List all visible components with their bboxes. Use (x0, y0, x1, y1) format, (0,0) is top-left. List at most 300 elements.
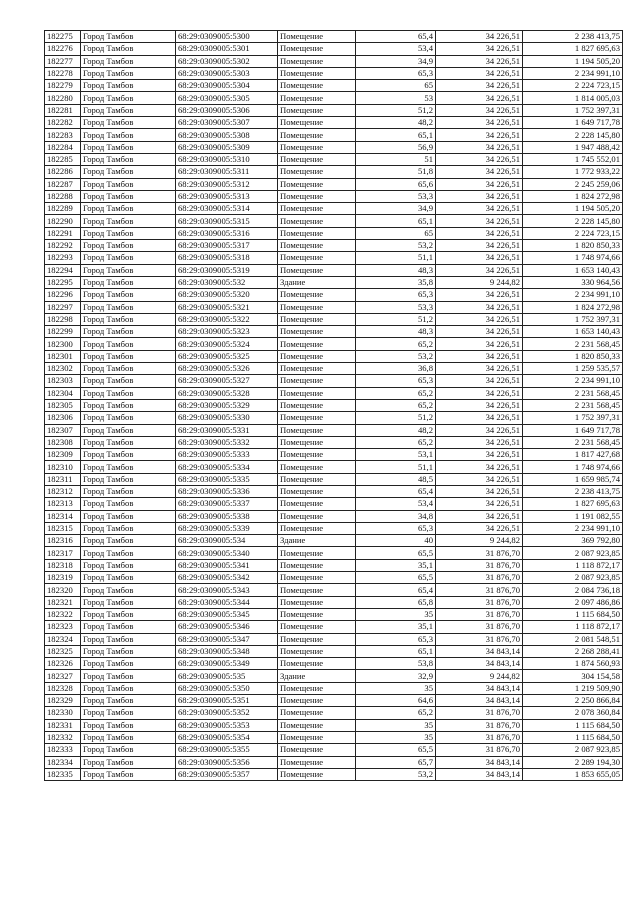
object-type-cell: Помещение (278, 43, 356, 55)
table-row (45, 276, 623, 288)
cadastral-number-cell: 68:29:0309005:5300 (176, 31, 278, 43)
object-type-cell: Помещение (278, 227, 356, 239)
row-number-cell: 182327 (45, 670, 81, 682)
cadastral-number-cell: 68:29:0309005:5309 (176, 141, 278, 153)
table-row (45, 141, 623, 153)
cadastral-number-cell: 68:29:0309005:5348 (176, 645, 278, 657)
area-cell: 51 (356, 153, 436, 165)
city-cell: Город Тамбов (81, 350, 176, 362)
table-row (45, 375, 623, 387)
unit-value-cell: 34 226,51 (436, 264, 523, 276)
unit-value-cell: 34 226,51 (436, 104, 523, 116)
table-row (45, 153, 623, 165)
unit-value-cell: 34 226,51 (436, 178, 523, 190)
area-cell: 40 (356, 535, 436, 547)
city-cell: Город Тамбов (81, 535, 176, 547)
table-row (45, 707, 623, 719)
row-number-cell: 182325 (45, 645, 81, 657)
row-number-cell: 182324 (45, 633, 81, 645)
unit-value-cell: 34 226,51 (436, 473, 523, 485)
row-number-cell: 182326 (45, 658, 81, 670)
object-type-cell: Помещение (278, 203, 356, 215)
city-cell: Город Тамбов (81, 608, 176, 620)
cadastral-number-cell: 68:29:0309005:5337 (176, 498, 278, 510)
unit-value-cell: 34 226,51 (436, 55, 523, 67)
row-number-cell: 182295 (45, 276, 81, 288)
cadastral-value-cell: 1 259 535,57 (523, 363, 623, 375)
row-number-cell: 182291 (45, 227, 81, 239)
cadastral-number-cell: 68:29:0309005:5330 (176, 412, 278, 424)
cadastral-value-cell: 2 234 991,10 (523, 375, 623, 387)
row-number-cell: 182289 (45, 203, 81, 215)
cadastral-value-cell: 1 649 717,78 (523, 117, 623, 129)
city-cell: Город Тамбов (81, 559, 176, 571)
cadastral-number-cell: 68:29:0309005:5345 (176, 608, 278, 620)
table-row (45, 80, 623, 92)
city-cell: Город Тамбов (81, 731, 176, 743)
cadastral-value-cell: 1 772 933,22 (523, 166, 623, 178)
city-cell: Город Тамбов (81, 264, 176, 276)
row-number-cell: 182320 (45, 584, 81, 596)
object-type-cell: Помещение (278, 596, 356, 608)
city-cell: Город Тамбов (81, 326, 176, 338)
area-cell: 34,8 (356, 510, 436, 522)
object-type-cell: Помещение (278, 633, 356, 645)
cadastral-value-cell: 2 238 413,75 (523, 485, 623, 497)
cadastral-number-cell: 68:29:0309005:5324 (176, 338, 278, 350)
cadastral-value-cell: 1 752 397,31 (523, 313, 623, 325)
cadastral-number-cell: 68:29:0309005:5344 (176, 596, 278, 608)
table-row (45, 744, 623, 756)
cadastral-value-cell: 1 118 872,17 (523, 621, 623, 633)
cadastral-number-cell: 68:29:0309005:5318 (176, 252, 278, 264)
area-cell: 53,2 (356, 350, 436, 362)
unit-value-cell: 9 244,82 (436, 535, 523, 547)
unit-value-cell: 34 226,51 (436, 252, 523, 264)
city-cell: Город Тамбов (81, 658, 176, 670)
cadastral-number-cell: 68:29:0309005:5326 (176, 363, 278, 375)
area-cell: 35 (356, 682, 436, 694)
unit-value-cell: 34 226,51 (436, 449, 523, 461)
area-cell: 53,1 (356, 449, 436, 461)
area-cell: 53,8 (356, 658, 436, 670)
cadastral-value-cell: 1 115 684,50 (523, 731, 623, 743)
area-cell: 56,9 (356, 141, 436, 153)
unit-value-cell: 34 226,51 (436, 326, 523, 338)
row-number-cell: 182314 (45, 510, 81, 522)
cadastral-number-cell: 68:29:0309005:5325 (176, 350, 278, 362)
object-type-cell: Помещение (278, 350, 356, 362)
row-number-cell: 182278 (45, 67, 81, 79)
city-cell: Город Тамбов (81, 301, 176, 313)
cadastral-value-cell: 1 752 397,31 (523, 412, 623, 424)
cadastral-value-cell: 1 853 655,05 (523, 768, 623, 780)
unit-value-cell: 31 876,70 (436, 584, 523, 596)
table-row (45, 485, 623, 497)
city-cell: Город Тамбов (81, 670, 176, 682)
city-cell: Город Тамбов (81, 67, 176, 79)
city-cell: Город Тамбов (81, 338, 176, 350)
unit-value-cell: 34 226,51 (436, 399, 523, 411)
object-type-cell: Помещение (278, 190, 356, 202)
cadastral-value-cell: 2 081 548,51 (523, 633, 623, 645)
table-row (45, 608, 623, 620)
object-type-cell: Помещение (278, 719, 356, 731)
object-type-cell: Помещение (278, 436, 356, 448)
unit-value-cell: 34 843,14 (436, 682, 523, 694)
unit-value-cell: 31 876,70 (436, 547, 523, 559)
cadastral-value-cell: 1 115 684,50 (523, 719, 623, 731)
unit-value-cell: 34 226,51 (436, 117, 523, 129)
city-cell: Город Тамбов (81, 117, 176, 129)
area-cell: 65,8 (356, 596, 436, 608)
city-cell: Город Тамбов (81, 240, 176, 252)
row-number-cell: 182308 (45, 436, 81, 448)
cadastral-value-cell: 2 228 145,80 (523, 215, 623, 227)
row-number-cell: 182290 (45, 215, 81, 227)
row-number-cell: 182307 (45, 424, 81, 436)
unit-value-cell: 34 226,51 (436, 350, 523, 362)
unit-value-cell: 34 226,51 (436, 338, 523, 350)
cadastral-number-cell: 68:29:0309005:5311 (176, 166, 278, 178)
cadastral-number-cell: 68:29:0309005:532 (176, 276, 278, 288)
city-cell: Город Тамбов (81, 485, 176, 497)
area-cell: 65,7 (356, 756, 436, 768)
city-cell: Город Тамбов (81, 92, 176, 104)
object-type-cell: Помещение (278, 178, 356, 190)
row-number-cell: 182317 (45, 547, 81, 559)
table-row (45, 621, 623, 633)
area-cell: 65,4 (356, 485, 436, 497)
unit-value-cell: 34 226,51 (436, 166, 523, 178)
table-row (45, 522, 623, 534)
area-cell: 65,4 (356, 31, 436, 43)
cadastral-number-cell: 68:29:0309005:5339 (176, 522, 278, 534)
cadastral-number-cell: 68:29:0309005:5334 (176, 461, 278, 473)
table-row (45, 461, 623, 473)
cadastral-number-cell: 68:29:0309005:5347 (176, 633, 278, 645)
area-cell: 48,2 (356, 424, 436, 436)
cadastral-value-cell: 2 231 568,45 (523, 338, 623, 350)
city-cell: Город Тамбов (81, 178, 176, 190)
cadastral-number-cell: 68:29:0309005:5307 (176, 117, 278, 129)
object-type-cell: Помещение (278, 756, 356, 768)
unit-value-cell: 34 226,51 (436, 80, 523, 92)
row-number-cell: 182279 (45, 80, 81, 92)
area-cell: 65,2 (356, 707, 436, 719)
area-cell: 35,1 (356, 559, 436, 571)
unit-value-cell: 34 226,51 (436, 510, 523, 522)
cadastral-number-cell: 68:29:0309005:5342 (176, 572, 278, 584)
cadastral-value-cell: 1 947 488,42 (523, 141, 623, 153)
cadastral-number-cell: 68:29:0309005:5346 (176, 621, 278, 633)
table-row (45, 412, 623, 424)
area-cell: 34,9 (356, 55, 436, 67)
document-page (44, 30, 622, 781)
city-cell: Город Тамбов (81, 572, 176, 584)
unit-value-cell: 31 876,70 (436, 596, 523, 608)
row-number-cell: 182283 (45, 129, 81, 141)
table-row (45, 43, 623, 55)
cadastral-value-cell: 1 748 974,66 (523, 252, 623, 264)
city-cell: Город Тамбов (81, 399, 176, 411)
cadastral-number-cell: 68:29:0309005:5304 (176, 80, 278, 92)
area-cell: 51,2 (356, 104, 436, 116)
table-row (45, 645, 623, 657)
object-type-cell: Помещение (278, 522, 356, 534)
unit-value-cell: 34 226,51 (436, 424, 523, 436)
table-row (45, 387, 623, 399)
area-cell: 65,6 (356, 178, 436, 190)
cadastral-number-cell: 68:29:0309005:5357 (176, 768, 278, 780)
table-row (45, 338, 623, 350)
area-cell: 65,3 (356, 67, 436, 79)
city-cell: Город Тамбов (81, 695, 176, 707)
unit-value-cell: 34 226,51 (436, 203, 523, 215)
city-cell: Город Тамбов (81, 768, 176, 780)
object-type-cell: Помещение (278, 387, 356, 399)
area-cell: 48,2 (356, 117, 436, 129)
row-number-cell: 182298 (45, 313, 81, 325)
object-type-cell: Здание (278, 670, 356, 682)
unit-value-cell: 34 226,51 (436, 141, 523, 153)
cadastral-value-cell: 1 118 872,17 (523, 559, 623, 571)
table-row (45, 313, 623, 325)
table-row (45, 682, 623, 694)
table-row (45, 67, 623, 79)
table-row (45, 633, 623, 645)
cadastral-value-cell: 2 087 923,85 (523, 572, 623, 584)
table-row (45, 129, 623, 141)
table-row (45, 424, 623, 436)
cadastral-value-cell: 1 827 695,63 (523, 43, 623, 55)
table-row (45, 55, 623, 67)
unit-value-cell: 34 226,51 (436, 190, 523, 202)
city-cell: Город Тамбов (81, 719, 176, 731)
table-row (45, 559, 623, 571)
area-cell: 53 (356, 92, 436, 104)
table-row (45, 264, 623, 276)
table-body (45, 31, 623, 781)
cadastral-value-table (44, 30, 623, 781)
table-row (45, 768, 623, 780)
city-cell: Город Тамбов (81, 584, 176, 596)
cadastral-value-cell: 1 194 505,20 (523, 55, 623, 67)
object-type-cell: Помещение (278, 547, 356, 559)
row-number-cell: 182287 (45, 178, 81, 190)
unit-value-cell: 34 226,51 (436, 67, 523, 79)
cadastral-value-cell: 1 653 140,43 (523, 326, 623, 338)
row-number-cell: 182312 (45, 485, 81, 497)
city-cell: Город Тамбов (81, 473, 176, 485)
city-cell: Город Тамбов (81, 252, 176, 264)
row-number-cell: 182309 (45, 449, 81, 461)
cadastral-value-cell: 1 874 560,93 (523, 658, 623, 670)
unit-value-cell: 34 226,51 (436, 153, 523, 165)
object-type-cell: Помещение (278, 707, 356, 719)
cadastral-value-cell: 2 224 723,15 (523, 80, 623, 92)
cadastral-number-cell: 68:29:0309005:5335 (176, 473, 278, 485)
unit-value-cell: 34 226,51 (436, 436, 523, 448)
table-row (45, 326, 623, 338)
cadastral-number-cell: 68:29:0309005:5343 (176, 584, 278, 596)
table-row (45, 178, 623, 190)
row-number-cell: 182303 (45, 375, 81, 387)
unit-value-cell: 34 226,51 (436, 485, 523, 497)
area-cell: 53,2 (356, 240, 436, 252)
cadastral-number-cell: 68:29:0309005:5351 (176, 695, 278, 707)
city-cell: Город Тамбов (81, 547, 176, 559)
unit-value-cell: 31 876,70 (436, 731, 523, 743)
object-type-cell: Помещение (278, 572, 356, 584)
cadastral-value-cell: 1 745 552,01 (523, 153, 623, 165)
object-type-cell: Помещение (278, 449, 356, 461)
city-cell: Город Тамбов (81, 412, 176, 424)
city-cell: Город Тамбов (81, 633, 176, 645)
row-number-cell: 182329 (45, 695, 81, 707)
row-number-cell: 182319 (45, 572, 81, 584)
object-type-cell: Помещение (278, 92, 356, 104)
object-type-cell: Помещение (278, 658, 356, 670)
city-cell: Город Тамбов (81, 744, 176, 756)
area-cell: 65,2 (356, 436, 436, 448)
area-cell: 65,1 (356, 129, 436, 141)
row-number-cell: 182335 (45, 768, 81, 780)
row-number-cell: 182296 (45, 289, 81, 301)
city-cell: Город Тамбов (81, 276, 176, 288)
cadastral-number-cell: 68:29:0309005:5332 (176, 436, 278, 448)
cadastral-number-cell: 68:29:0309005:5305 (176, 92, 278, 104)
object-type-cell: Помещение (278, 141, 356, 153)
cadastral-number-cell: 68:29:0309005:5328 (176, 387, 278, 399)
city-cell: Город Тамбов (81, 153, 176, 165)
city-cell: Город Тамбов (81, 215, 176, 227)
row-number-cell: 182285 (45, 153, 81, 165)
area-cell: 35 (356, 608, 436, 620)
area-cell: 65,3 (356, 633, 436, 645)
cadastral-value-cell: 2 097 486,86 (523, 596, 623, 608)
cadastral-number-cell: 68:29:0309005:5308 (176, 129, 278, 141)
unit-value-cell: 34 226,51 (436, 43, 523, 55)
object-type-cell: Здание (278, 276, 356, 288)
unit-value-cell: 34 226,51 (436, 375, 523, 387)
cadastral-number-cell: 68:29:0309005:5302 (176, 55, 278, 67)
row-number-cell: 182277 (45, 55, 81, 67)
city-cell: Город Тамбов (81, 313, 176, 325)
area-cell: 53,2 (356, 768, 436, 780)
object-type-cell: Помещение (278, 485, 356, 497)
unit-value-cell: 31 876,70 (436, 707, 523, 719)
row-number-cell: 182288 (45, 190, 81, 202)
city-cell: Город Тамбов (81, 43, 176, 55)
table-row (45, 670, 623, 682)
object-type-cell: Помещение (278, 584, 356, 596)
unit-value-cell: 34 226,51 (436, 289, 523, 301)
cadastral-number-cell: 68:29:0309005:5301 (176, 43, 278, 55)
area-cell: 48,3 (356, 264, 436, 276)
object-type-cell: Помещение (278, 240, 356, 252)
row-number-cell: 182276 (45, 43, 81, 55)
city-cell: Город Тамбов (81, 141, 176, 153)
cadastral-number-cell: 68:29:0309005:5312 (176, 178, 278, 190)
city-cell: Город Тамбов (81, 203, 176, 215)
area-cell: 53,4 (356, 498, 436, 510)
cadastral-value-cell: 2 228 145,80 (523, 129, 623, 141)
area-cell: 35 (356, 731, 436, 743)
cadastral-value-cell: 1 115 684,50 (523, 608, 623, 620)
area-cell: 51,2 (356, 313, 436, 325)
cadastral-value-cell: 2 084 736,18 (523, 584, 623, 596)
table-row (45, 363, 623, 375)
city-cell: Город Тамбов (81, 449, 176, 461)
table-row (45, 31, 623, 43)
cadastral-value-cell: 1 748 974,66 (523, 461, 623, 473)
cadastral-number-cell: 68:29:0309005:5354 (176, 731, 278, 743)
cadastral-value-cell: 1 659 985,74 (523, 473, 623, 485)
row-number-cell: 182328 (45, 682, 81, 694)
cadastral-value-cell: 2 224 723,15 (523, 227, 623, 239)
row-number-cell: 182304 (45, 387, 81, 399)
row-number-cell: 182318 (45, 559, 81, 571)
object-type-cell: Помещение (278, 31, 356, 43)
unit-value-cell: 34 226,51 (436, 498, 523, 510)
object-type-cell: Помещение (278, 375, 356, 387)
cadastral-number-cell: 68:29:0309005:5303 (176, 67, 278, 79)
table-row (45, 596, 623, 608)
city-cell: Город Тамбов (81, 166, 176, 178)
cadastral-number-cell: 68:29:0309005:5320 (176, 289, 278, 301)
area-cell: 48,3 (356, 326, 436, 338)
cadastral-number-cell: 68:29:0309005:5341 (176, 559, 278, 571)
object-type-cell: Помещение (278, 215, 356, 227)
cadastral-number-cell: 68:29:0309005:5336 (176, 485, 278, 497)
city-cell: Город Тамбов (81, 363, 176, 375)
table-row (45, 240, 623, 252)
area-cell: 51,1 (356, 461, 436, 473)
cadastral-value-cell: 2 231 568,45 (523, 399, 623, 411)
area-cell: 65,4 (356, 584, 436, 596)
object-type-cell: Помещение (278, 473, 356, 485)
cadastral-value-cell: 1 814 005,03 (523, 92, 623, 104)
row-number-cell: 182302 (45, 363, 81, 375)
object-type-cell: Помещение (278, 621, 356, 633)
cadastral-number-cell: 68:29:0309005:5356 (176, 756, 278, 768)
area-cell: 36,8 (356, 363, 436, 375)
object-type-cell: Помещение (278, 645, 356, 657)
cadastral-number-cell: 68:29:0309005:5333 (176, 449, 278, 461)
unit-value-cell: 34 226,51 (436, 363, 523, 375)
table-row (45, 498, 623, 510)
area-cell: 53,3 (356, 301, 436, 313)
unit-value-cell: 31 876,70 (436, 559, 523, 571)
area-cell: 65,2 (356, 399, 436, 411)
cadastral-value-cell: 2 268 288,41 (523, 645, 623, 657)
object-type-cell: Помещение (278, 399, 356, 411)
object-type-cell: Помещение (278, 301, 356, 313)
row-number-cell: 182306 (45, 412, 81, 424)
cadastral-number-cell: 68:29:0309005:5338 (176, 510, 278, 522)
table-row (45, 547, 623, 559)
object-type-cell: Помещение (278, 682, 356, 694)
cadastral-value-cell: 2 087 923,85 (523, 744, 623, 756)
object-type-cell: Помещение (278, 510, 356, 522)
unit-value-cell: 34 226,51 (436, 215, 523, 227)
area-cell: 51,1 (356, 252, 436, 264)
cadastral-value-cell: 1 820 850,33 (523, 350, 623, 362)
cadastral-number-cell: 68:29:0309005:5319 (176, 264, 278, 276)
row-number-cell: 182333 (45, 744, 81, 756)
row-number-cell: 182313 (45, 498, 81, 510)
